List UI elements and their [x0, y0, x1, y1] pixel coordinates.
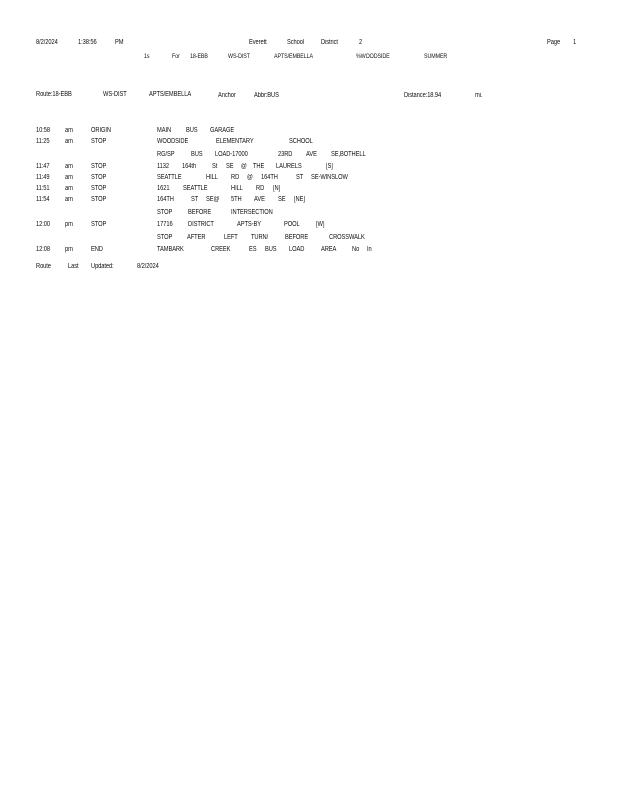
stop-type: END [91, 246, 103, 253]
stop-word: BUS [191, 151, 203, 158]
stop-type: STOP [91, 163, 107, 170]
stop-word: In [367, 246, 372, 253]
stop-word: SEATTLE [183, 185, 208, 192]
stop-time: 11:51 [36, 185, 50, 192]
stop-word: 23RD [278, 151, 293, 158]
footer-word: Route [36, 263, 51, 270]
stop-word: ST [191, 196, 199, 203]
stop-word: AVE [254, 196, 265, 203]
stop-word: SE [278, 196, 286, 203]
stop-ampm: am [65, 163, 73, 170]
stop-word: LEFT [224, 234, 238, 241]
stop-word: BUS [265, 246, 277, 253]
stop-time: 11:49 [36, 174, 50, 181]
stop-word: CROSSWALK [329, 234, 365, 241]
footer-date: 8/2/2024 [137, 263, 159, 270]
route-distance-unit: mi. [475, 92, 483, 99]
stop-word: GARAGE [210, 127, 235, 134]
district-word: Everett [249, 39, 267, 46]
page-number: 1 [573, 39, 577, 46]
stop-word: RD [256, 185, 265, 192]
stop-word: SE-WINSLOW [311, 174, 348, 181]
stop-word: ES [249, 246, 257, 253]
route-apts: APTS/EMBELLA [149, 91, 192, 98]
subtitle-word: %WOODSIDE [356, 53, 390, 60]
stop-type: STOP [91, 196, 107, 203]
stop-word: HILL [206, 174, 218, 181]
stop-word: St [212, 163, 218, 170]
stop-word: [W] [316, 221, 325, 228]
stop-word: AVE [306, 151, 317, 158]
stop-ampm: am [65, 138, 73, 145]
stop-type: STOP [91, 185, 107, 192]
stop-word: APTS-BY [237, 221, 261, 228]
stop-word: TURN/ [251, 234, 269, 241]
district-word: 2 [359, 39, 363, 46]
stop-word: HILL [231, 185, 243, 192]
stop-word: TAMBARK [157, 246, 184, 253]
stop-word: BUS [186, 127, 198, 134]
stop-word: STOP [157, 209, 173, 216]
district-word: District [321, 39, 338, 46]
stop-ampm: pm [65, 221, 73, 228]
stop-ampm: am [65, 196, 73, 203]
stop-word: SCHOOL [289, 138, 313, 145]
stop-word: RG/SP [157, 151, 175, 158]
subtitle-word: SUMMER [424, 53, 448, 60]
stop-time: 12:00 [36, 221, 50, 228]
stop-word: [S] [326, 163, 333, 170]
stop-word: 1132 [157, 163, 170, 170]
stop-type: ORIGIN [91, 127, 111, 134]
stop-time: 11:25 [36, 138, 50, 145]
stop-word: DISTRICT [188, 221, 214, 228]
stop-time: 12:08 [36, 246, 50, 253]
stop-word: 17716 [157, 221, 173, 228]
stop-word: SE@ [206, 196, 220, 203]
stop-word: [N] [273, 185, 281, 192]
subtitle-word: For [172, 53, 180, 60]
stop-time: 10:58 [36, 127, 50, 134]
stop-word: POOL [284, 221, 300, 228]
stop-word: [NE] [294, 196, 305, 203]
route-abbr: Abbr:BUS [254, 92, 279, 99]
footer-word: Last [68, 263, 79, 270]
stop-time: 11:47 [36, 163, 50, 170]
stop-word: SE,BOTHELL [331, 151, 366, 158]
stop-ampm: am [65, 174, 73, 181]
route-dist: WS-DIST [103, 91, 127, 98]
stop-word: BEFORE [285, 234, 309, 241]
stop-word: @ [247, 174, 253, 181]
stop-type: STOP [91, 174, 107, 181]
footer-word: Updated: [91, 263, 114, 270]
stop-word: SEATTLE [157, 174, 182, 181]
route-distance: Distance:18.94 [404, 92, 442, 99]
stop-time: 11:54 [36, 196, 50, 203]
stop-word: 164th [182, 163, 196, 170]
report-date: 8/2/2024 [36, 39, 58, 46]
stop-word: AREA [321, 246, 337, 253]
stop-word: AFTER [187, 234, 206, 241]
report-ampm: PM [115, 39, 124, 46]
stop-word: STOP [157, 234, 173, 241]
stop-word: LOAD [289, 246, 305, 253]
stop-ampm: pm [65, 246, 73, 253]
subtitle-word: 1s [144, 53, 150, 60]
subtitle-word: APTS/EMBELLA [274, 53, 314, 60]
page-label: Page [547, 39, 561, 46]
stop-word: INTERSECTION [231, 209, 273, 216]
stop-word: SE [226, 163, 234, 170]
stop-word: @ [241, 163, 247, 170]
district-word: School [287, 39, 305, 46]
stop-word: No [352, 246, 360, 253]
route-anchor: Anchor [218, 92, 236, 99]
stop-word: MAIN [157, 127, 172, 134]
subtitle-word: WS-DIST [228, 53, 250, 60]
route-id: Route:18-EBB [36, 91, 72, 98]
stop-word: THE [253, 163, 265, 170]
stop-word: 5TH [231, 196, 242, 203]
stop-ampm: am [65, 127, 73, 134]
stop-type: STOP [91, 221, 107, 228]
stop-ampm: am [65, 185, 73, 192]
stop-word: RD [231, 174, 240, 181]
stop-word: ELEMENTARY [216, 138, 254, 145]
subtitle-word: 18-EBB [190, 53, 208, 60]
stop-word: 164TH [261, 174, 278, 181]
stop-word: 1621 [157, 185, 170, 192]
stop-word: CREEK [211, 246, 231, 253]
stop-word: LAURELS [276, 163, 302, 170]
stop-word: 164TH [157, 196, 174, 203]
stop-word: BEFORE [188, 209, 212, 216]
report-time: 1:38:56 [78, 39, 97, 46]
stop-word: ST [296, 174, 304, 181]
stop-word: LOAD-17000 [215, 151, 248, 158]
stop-word: WOODSIDE [157, 138, 189, 145]
stop-type: STOP [91, 138, 107, 145]
